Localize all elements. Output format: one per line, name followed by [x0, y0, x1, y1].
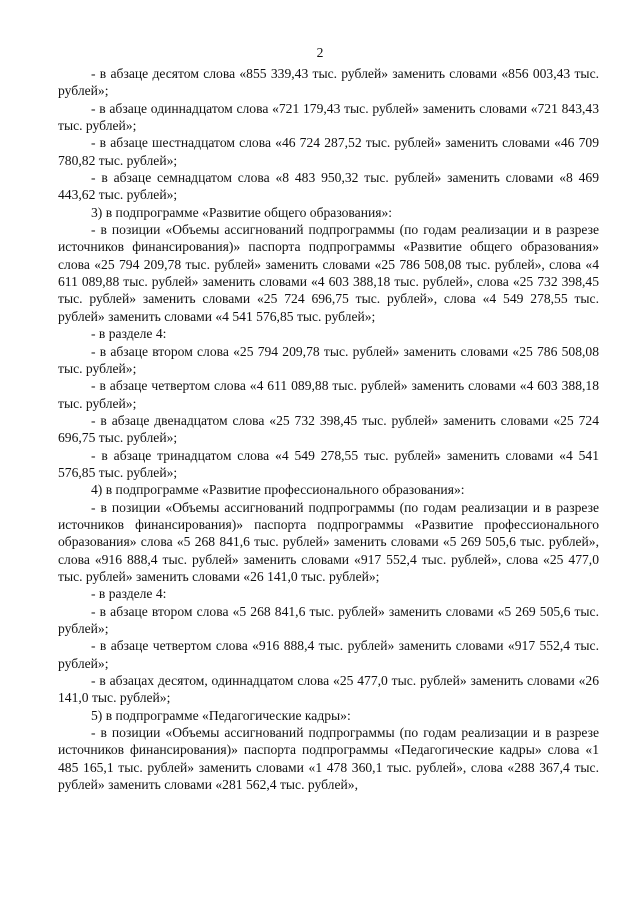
page-number: 2: [316, 45, 324, 60]
section-heading-professional-education: 4) в подпрограмме «Развитие профессионального образования»:: [91, 482, 465, 498]
paragraph-section-4: - в разделе 4:: [91, 326, 167, 342]
paragraph-passport-pedagogical-staff: - в позиции «Объемы ассигнований подпрограммы (по годам реализации и в разрезе источников финансирования)» паспорта подпрограммы «Педагогические кадры» слова «1 485 165,1 тыс. рублей» заменить словами «1 478 360,1 тыс. рублей», слова «288 367,4 тыс. рублей» заменить словами «281 562,4 тыс. рублей»,: [58, 725, 599, 793]
paragraph-abzac-16: - в абзаце шестнадцатом слова «46 724 287,52 тыс. рублей» заменить словами «46 709 780,82 тыс. рублей»;: [58, 135, 599, 168]
section-heading-pedagogical-staff: 5) в подпрограмме «Педагогические кадры»:: [91, 707, 351, 723]
paragraph-abzac-4: - в абзаце четвертом слова «4 611 089,88 тыс. рублей» заменить словами «4 603 388,18 тыс. рублей»;: [58, 378, 599, 411]
paragraph-abzac-2: - в абзаце втором слова «25 794 209,78 тыс. рублей» заменить словами «25 786 508,08 тыс. рублей»;: [58, 343, 599, 376]
paragraph-abzac-10: - в абзаце десятом слова «855 339,43 тыс. рублей» заменить словами «856 003,43 тыс. рублей»;: [58, 66, 599, 99]
section-heading-general-education: 3) в подпрограмме «Развитие общего образования»:: [91, 204, 393, 220]
paragraph-passport-professional-education: - в позиции «Объемы ассигнований подпрограммы (по годам реализации и в разрезе источников финансирования)» паспорта подпрограммы «Развитие профессионального образования» слова «5 268 841,6 тыс. рублей» заменить словами «5 269 505,6 тыс. рублей», слова «916 888,4 тыс. рублей» заменить словами «917 552,4 тыс. рублей», слова «25 477,0 тыс. рублей» заменить словами «26 141,0 тыс. рублей»;: [58, 499, 599, 584]
paragraph-abzac-17: - в абзаце семнадцатом слова «8 483 950,32 тыс. рублей» заменить словами «8 469 443,62 тыс. рублей»;: [58, 170, 599, 203]
paragraph-abzac-11: - в абзаце одиннадцатом слова «721 179,43 тыс. рублей» заменить словами «721 843,43 тыс. рублей»;: [58, 100, 599, 134]
paragraph-abzac-12: - в абзаце двенадцатом слова «25 732 398,45 тыс. рублей» заменить словами «25 724 696,75 тыс. рублей»;: [58, 412, 599, 446]
paragraph-passport-general-education: - в позиции «Объемы ассигнований подпрограммы (по годам реализации и в разрезе источников финансирования)» паспорта подпрограммы «Развитие общего образования» слова «25 794 209,78 тыс. рублей» заменить словами «25 786 508,08 тыс. рублей», слова «4 611 089,88 тыс. рублей» заменить словами «4 603 388,18 тыс. рублей», слова «25 732 398,45 тыс. рублей» заменить словами «25 724 696,75 тыс. рублей», слова «4 549 278,55 тыс. рублей» заменить словами «4 541 576,85 тыс. рублей»;: [58, 222, 599, 324]
paragraph-section-4: - в разделе 4:: [91, 586, 167, 602]
document-body: [58, 65, 599, 793]
paragraph-abzac-4: - в абзаце четвертом слова «916 888,4 тыс. рублей» заменить словами «917 552,4 тыс. рублей»;: [58, 638, 599, 671]
paragraph-abzac-13: - в абзаце тринадцатом слова «4 549 278,55 тыс. рублей» заменить словами «4 541 576,85 тыс. рублей»;: [58, 447, 599, 480]
paragraph-abzac-10-11: - в абзацах десятом, одиннадцатом слова «25 477,0 тыс. рублей» заменить словами «26 141,0 тыс. рублей»;: [58, 673, 599, 706]
paragraph-abzac-2: - в абзаце втором слова «5 268 841,6 тыс. рублей» заменить словами «5 269 505,6 тыс. рублей»;: [58, 603, 599, 636]
